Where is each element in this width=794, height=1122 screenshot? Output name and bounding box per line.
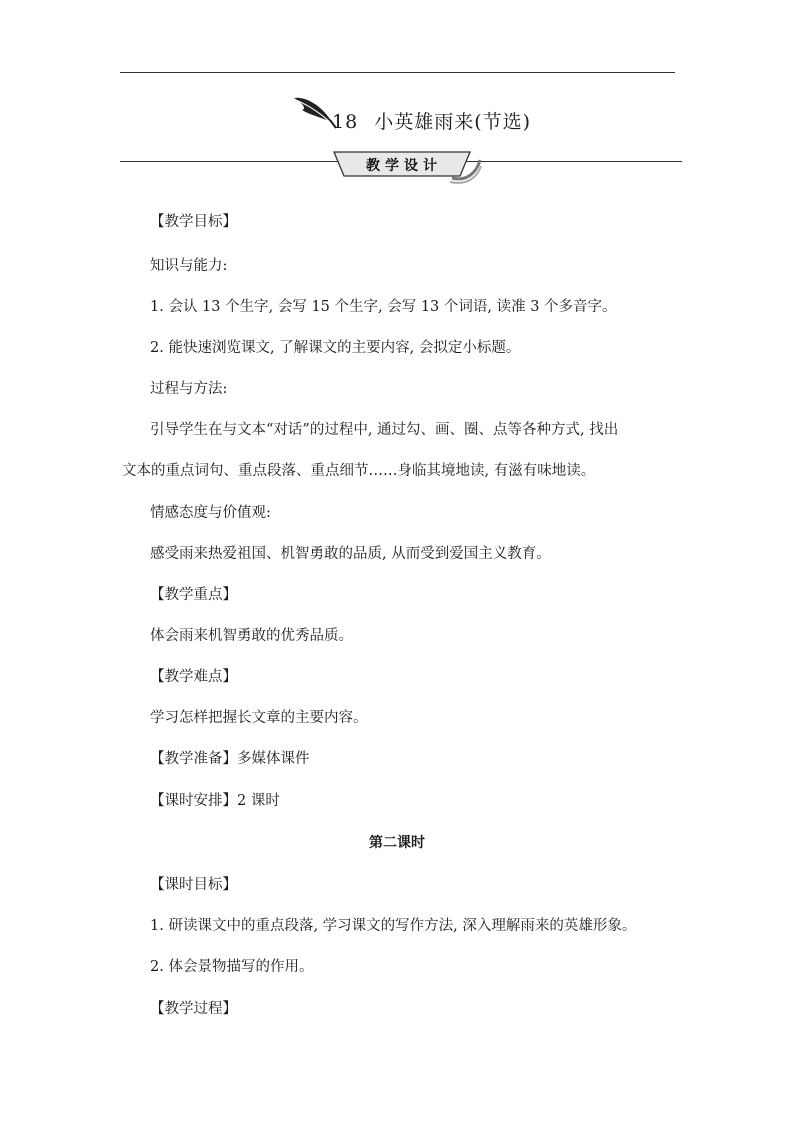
lesson-title — [332, 107, 531, 134]
lesson-title-text: 小英雄雨来(节选) — [374, 111, 532, 133]
heading-key-points: 【教学重点】 — [150, 587, 237, 603]
section-banner — [120, 150, 682, 186]
heading-lesson-goals: 【课时目标】 — [150, 877, 237, 893]
goal-item-2: 2. 能快速浏览课文, 了解课文的主要内容, 会拟定小标题。 — [150, 340, 521, 356]
values-text: 感受雨来热爱祖国、机智勇敢的品质, 从而受到爱国主义教育。 — [150, 546, 551, 562]
subheading-knowledge: 知识与能力: — [150, 258, 228, 274]
lesson-goal-2: 2. 体会景物描写的作用。 — [150, 959, 314, 975]
lesson-number: 18 — [332, 111, 359, 133]
heading-teaching-process: 【教学过程】 — [150, 1001, 237, 1017]
key-points-text: 体会雨来机智勇敢的优秀品质。 — [150, 628, 353, 644]
class-schedule: 【课时安排】2 课时 — [150, 793, 280, 809]
lesson-goal-1: 1. 研读课文中的重点段落, 学习课文的写作方法, 深入理解雨来的英雄形象。 — [150, 918, 637, 934]
teaching-preparation: 【教学准备】多媒体课件 — [150, 751, 310, 767]
process-paragraph-line-2: 文本的重点词句、重点段落、重点细节……身临其境地读, 有滋有味地读。 — [122, 463, 596, 479]
top-rule — [120, 72, 675, 73]
subheading-process: 过程与方法: — [150, 381, 228, 397]
difficulties-text: 学习怎样把握长文章的主要内容。 — [150, 710, 368, 726]
banner-label: 教学设计 — [366, 158, 442, 174]
lesson-title-row — [292, 92, 612, 142]
subheading-values: 情感态度与价值观: — [150, 505, 271, 521]
process-paragraph-line-1: 引导学生在与文本“对话”的过程中, 通过勾、画、圈、点等各种方式, 找出 — [150, 422, 619, 438]
section-title-second-lesson: 第二课时 — [369, 835, 425, 851]
heading-teaching-goals: 【教学目标】 — [150, 214, 237, 230]
heading-difficulties: 【教学难点】 — [150, 669, 237, 685]
goal-item-1: 1. 会认 13 个生字, 会写 15 个生字, 会写 13 个词语, 读准 3 个多音字。 — [150, 299, 617, 315]
